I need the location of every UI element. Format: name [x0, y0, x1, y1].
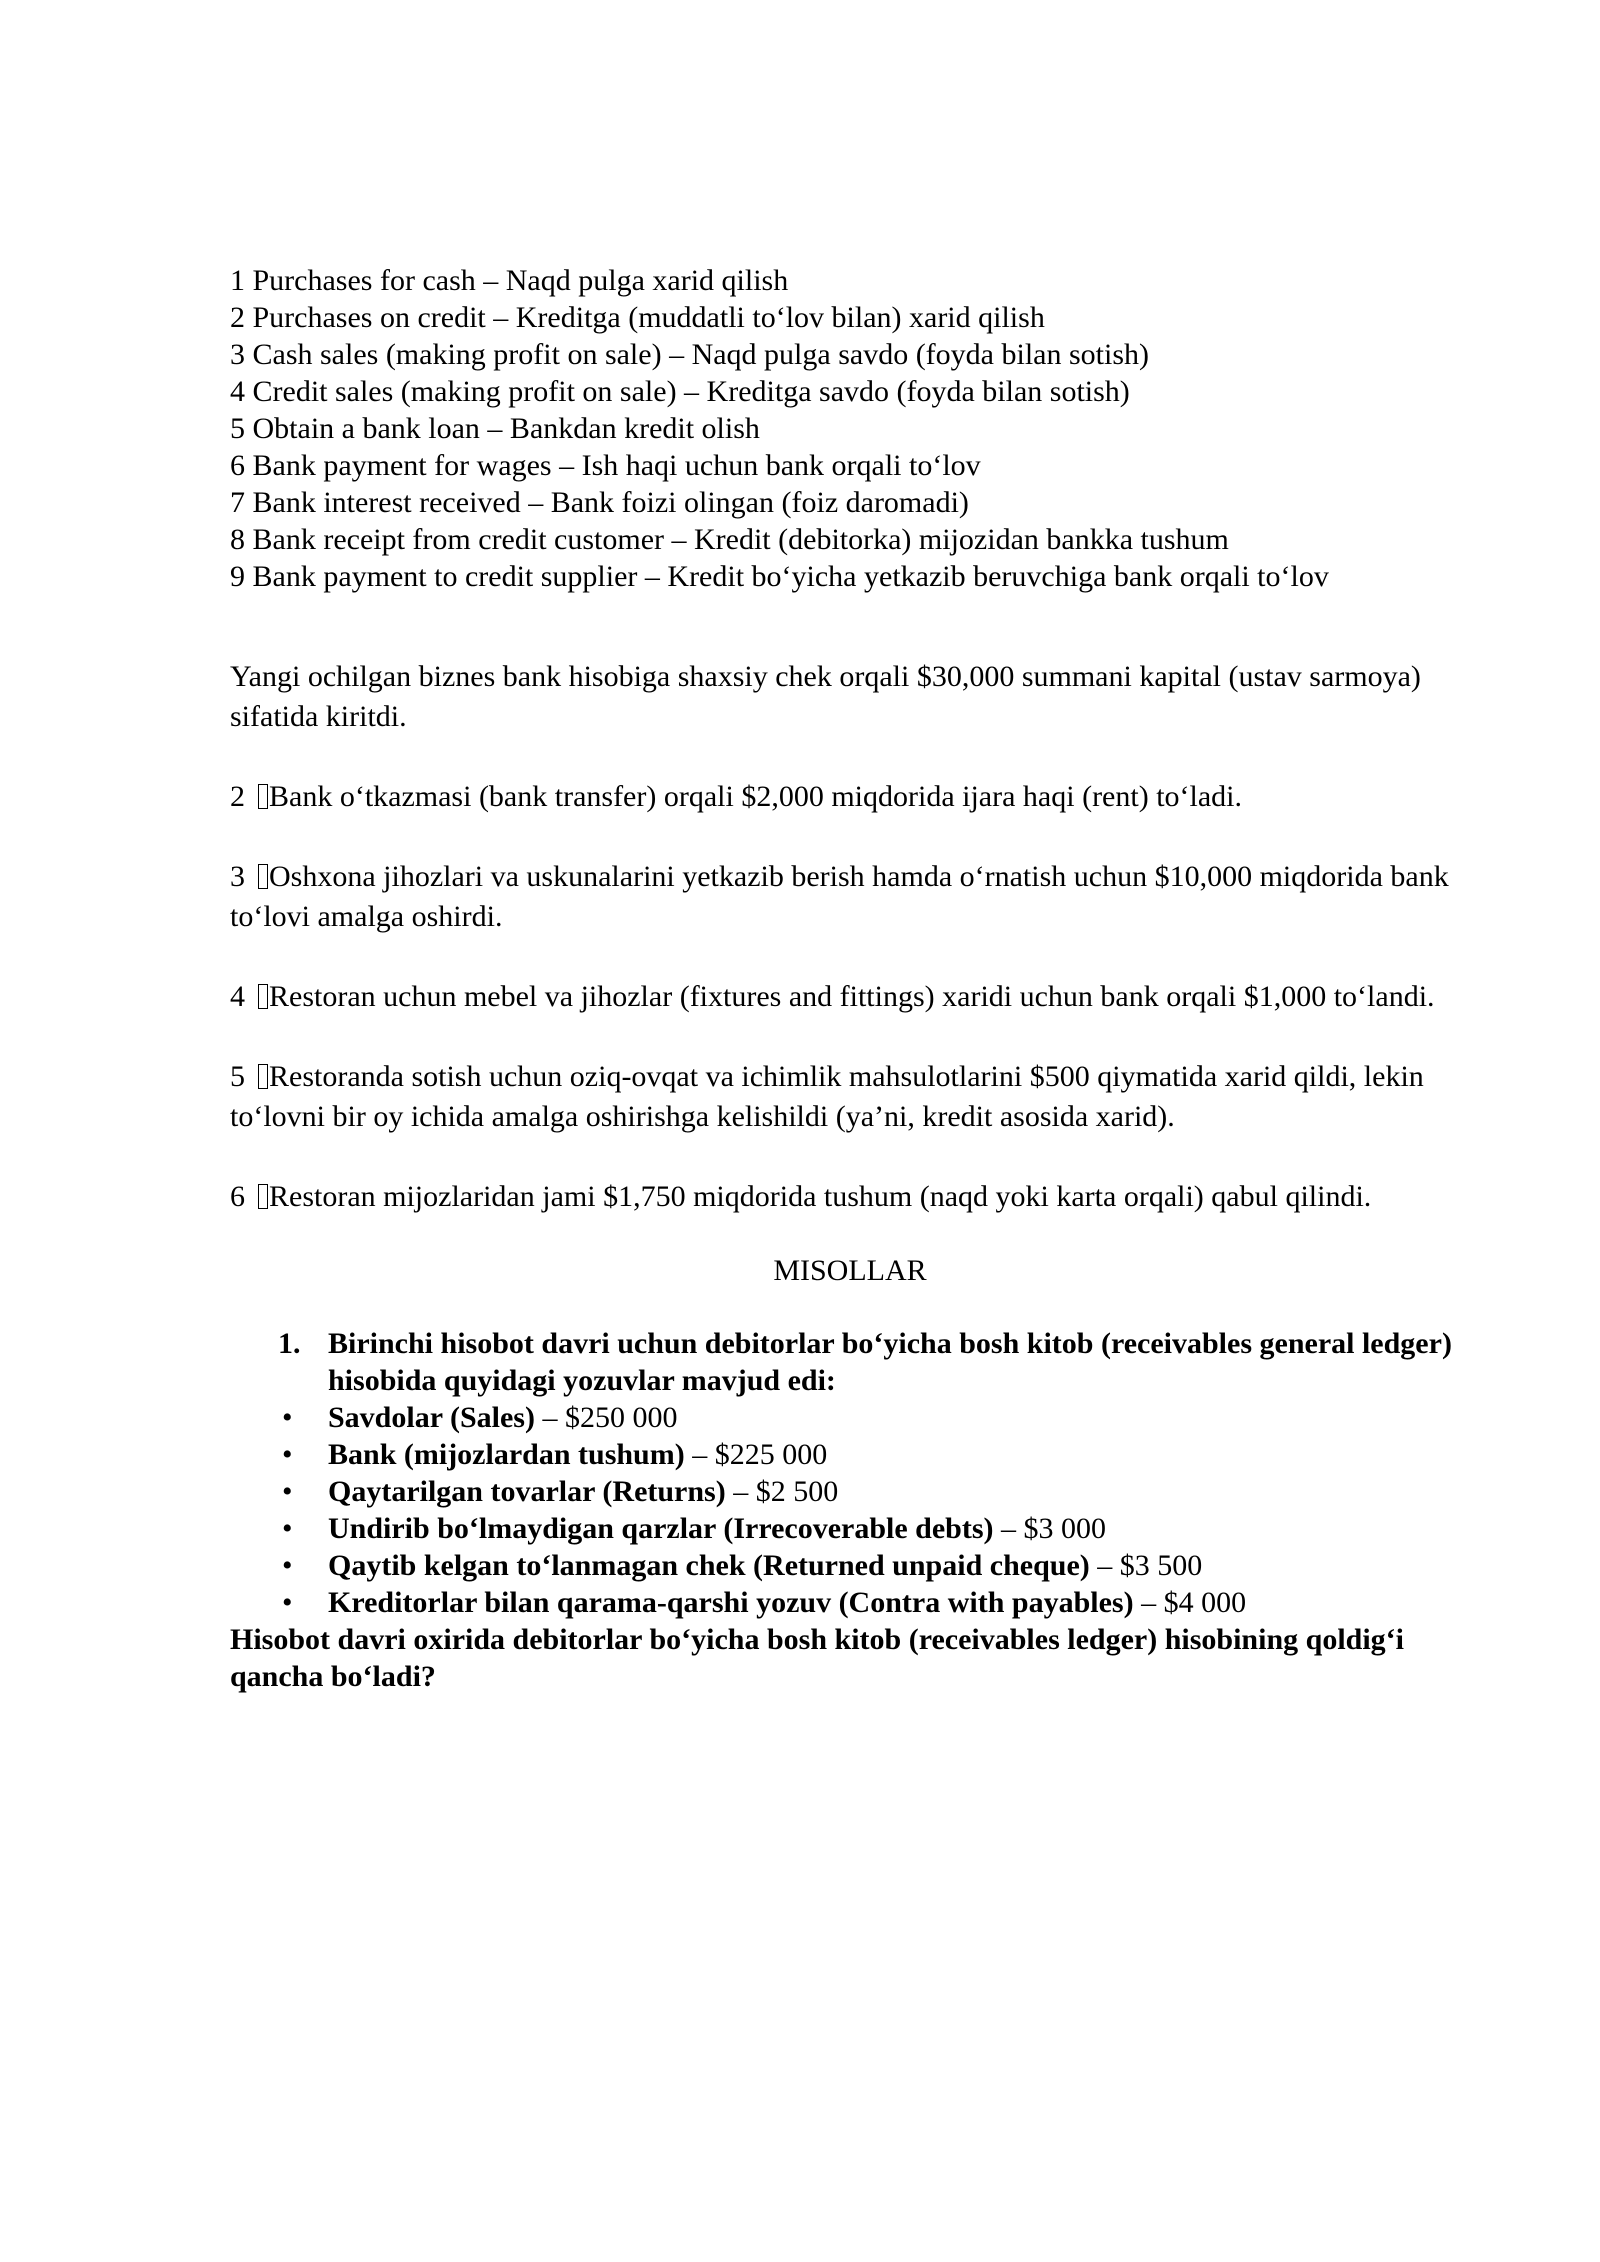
paragraph-number: 3 — [230, 860, 245, 893]
transaction-line: 5 Obtain a bank loan – Bankdan kredit olish — [230, 412, 760, 445]
missing-glyph-icon — [258, 1184, 268, 1209]
entry-value: – $3 500 — [1089, 1549, 1203, 1582]
paragraph-text: Oshxona jihozlari va uskunalarini yetkazib berish hamda o‘rnatish uchun $10,000 miqdorida bank to‘lovi amalga oshirdi. — [230, 860, 1449, 933]
entry-label: Kreditorlar bilan qarama-qarshi yozuv (Contra with payables) — [328, 1586, 1134, 1619]
paragraph-number: 5 — [230, 1060, 245, 1093]
bullet-icon: • — [282, 1401, 293, 1434]
example-question: Hisobot davri oxirida debitorlar bo‘yicha bosh kitob (receivables ledger) hisobining qoldig‘i qancha bo‘ladi? — [230, 1623, 1404, 1693]
ledger-entry — [230, 1584, 1490, 1621]
paragraph-text: Restoran mijozlaridan jami $1,750 miqdorida tushum (naqd yoki karta orqali) qabul qilindi. — [269, 1180, 1372, 1213]
numbered-paragraph — [230, 977, 1490, 1017]
paragraph-number: 6 — [230, 1180, 245, 1213]
entry-value: – $225 000 — [684, 1438, 828, 1471]
transaction-line: 1 Purchases for cash – Naqd pulga xarid qilish — [230, 264, 789, 297]
transaction-line: 9 Bank payment to credit supplier – Kredit bo‘yicha yetkazib beruvchiga bank orqali to‘lov — [230, 560, 1329, 593]
transaction-line: 4 Credit sales (making profit on sale) – Kreditga savdo (foyda bilan sotish) — [230, 375, 1130, 408]
ledger-entry — [230, 1547, 1490, 1584]
ledger-entry — [230, 1510, 1490, 1547]
example-number: 1. — [278, 1327, 301, 1360]
numbered-paragraph — [230, 1057, 1490, 1137]
document-page — [230, 262, 1490, 1695]
numbered-paragraph — [230, 777, 1490, 817]
paragraph-number: 2 — [230, 780, 245, 813]
bullet-icon: • — [282, 1512, 293, 1545]
transaction-line: 6 Bank payment for wages – Ish haqi uchun bank orqali to‘lov — [230, 449, 981, 482]
numbered-paragraph — [230, 1177, 1490, 1217]
ledger-entry — [230, 1473, 1490, 1510]
transaction-list — [230, 262, 1490, 595]
intro-paragraph: Yangi ochilgan biznes bank hisobiga shaxsiy chek orqali $30,000 summani kapital (ustav sarmoya) sifatida kiritdi. — [230, 660, 1421, 733]
transaction-line: 2 Purchases on credit – Kreditga (muddatli to‘lov bilan) xarid qilish — [230, 301, 1045, 334]
paragraph-text: Restoranda sotish uchun oziq-ovqat va ichimlik mahsulotlarini $500 qiymatida xarid qildi, lekin to‘lovni bir oy ichida amalga oshirishga kelishildi (ya’ni, kredit asosida xarid). — [230, 1060, 1424, 1133]
paragraph-number: 4 — [230, 980, 245, 1013]
missing-glyph-icon — [258, 864, 268, 889]
ledger-entry — [230, 1436, 1490, 1473]
bullet-icon: • — [282, 1438, 293, 1471]
entry-label: Qaytib kelgan to‘lanmagan chek (Returned unpaid cheque) — [328, 1549, 1090, 1582]
paragraph-text: Bank o‘tkazmasi (bank transfer) orqali $2,000 miqdorida ijara haqi (rent) to‘ladi. — [269, 780, 1243, 813]
transaction-line: 8 Bank receipt from credit customer – Kredit (debitorka) mijozidan bankka tushum — [230, 523, 1229, 556]
missing-glyph-icon — [258, 984, 268, 1009]
paragraph-text: Restoran uchun mebel va jihozlar (fixtures and fittings) xaridi uchun bank orqali $1,000 to‘landi. — [269, 980, 1435, 1013]
transaction-line: 7 Bank interest received – Bank foizi olingan (foiz daromadi) — [230, 486, 969, 519]
missing-glyph-icon — [258, 1064, 268, 1089]
entry-value: – $3 000 — [993, 1512, 1107, 1545]
entry-value: – $4 000 — [1133, 1586, 1247, 1619]
entry-label: Undirib bo‘lmaydigan qarzlar (Irrecoverable debts) — [328, 1512, 994, 1545]
entry-value: – $2 500 — [725, 1475, 839, 1508]
ledger-entry — [230, 1399, 1490, 1436]
entry-value: – $250 000 — [534, 1401, 678, 1434]
entry-label: Qaytarilgan tovarlar (Returns) — [328, 1475, 726, 1508]
bullet-icon: • — [282, 1475, 293, 1508]
section-heading: MISOLLAR — [773, 1254, 927, 1287]
entry-label: Savdolar (Sales) — [328, 1401, 535, 1434]
bullet-icon: • — [282, 1549, 293, 1582]
entry-label: Bank (mijozlardan tushum) — [328, 1438, 685, 1471]
transaction-line: 3 Cash sales (making profit on sale) – Naqd pulga savdo (foyda bilan sotish) — [230, 338, 1149, 371]
numbered-paragraph — [230, 857, 1490, 937]
bullet-icon: • — [282, 1586, 293, 1619]
missing-glyph-icon — [258, 784, 268, 809]
example-item — [230, 1325, 1490, 1399]
example-text: Birinchi hisobot davri uchun debitorlar bo‘yicha bosh kitob (receivables general ledger) hisobida quyidagi yozuvlar mavjud edi: — [328, 1327, 1452, 1397]
